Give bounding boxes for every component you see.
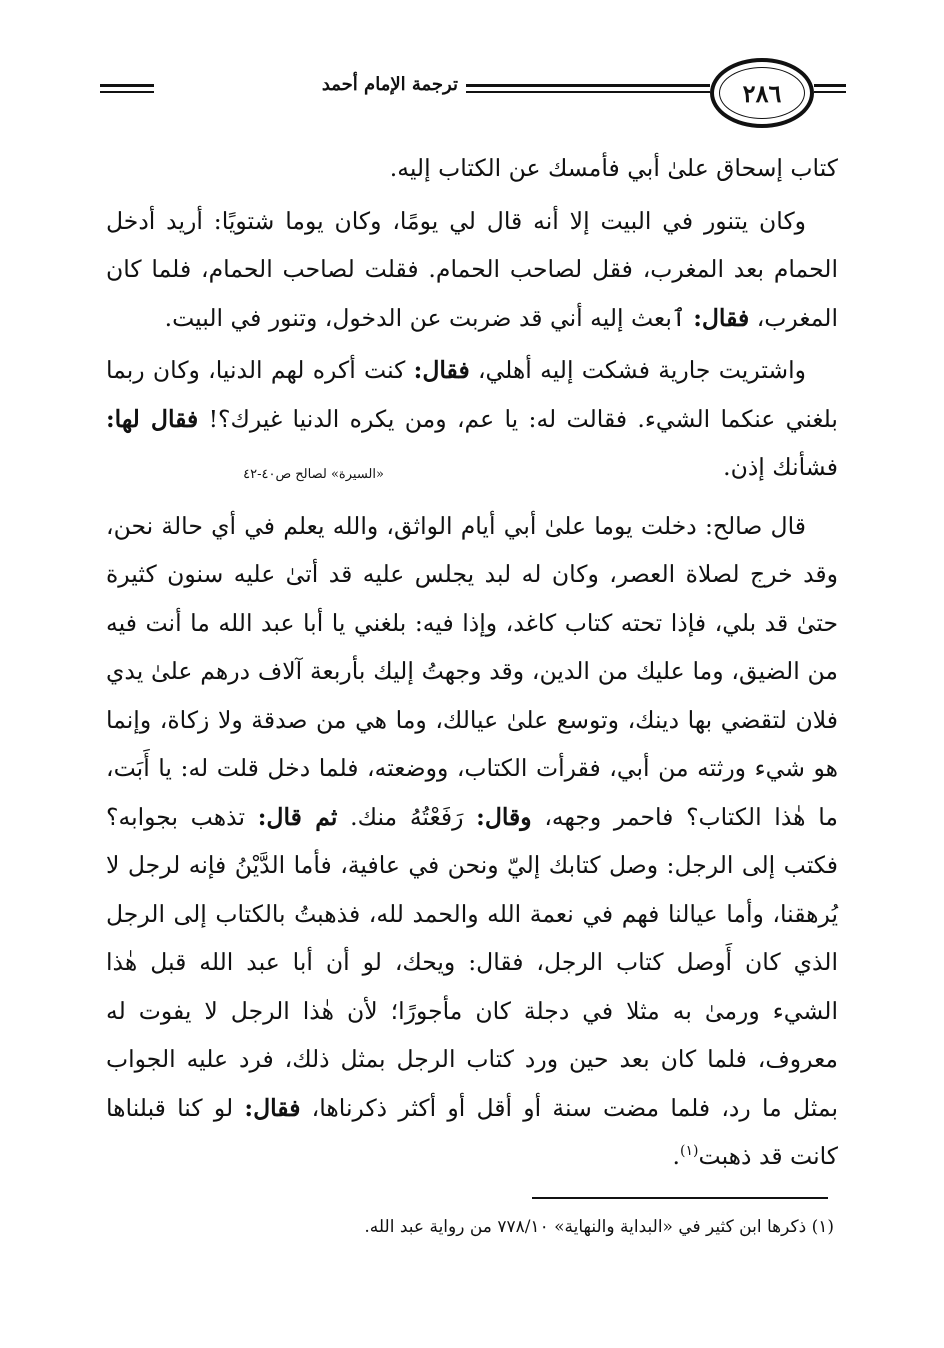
keyword-waqal: وقال:: [476, 802, 532, 831]
keyword-faqal: فقال:: [413, 356, 470, 384]
paragraph-4-text-b: رَفَعْتُهُ منك.: [350, 802, 464, 831]
header-rule-left-top: [100, 84, 154, 87]
footnote-separator: [532, 1197, 828, 1199]
footnote: (١) ذكرها ابن كثير في «البداية والنهاية» ٧٧٨/١٠ من رواية عبد الله.: [364, 1217, 834, 1237]
paragraph-3: [106, 346, 838, 492]
header-rule-right-bottom: [814, 91, 846, 93]
paragraph-2-text-a: وكان يتنور في البيت إلا أنه قال لي يومًا، وكان يوما شتويًا: أريد أدخل الحمام بعد المغرب، فقل لصاحب الحمام. فقلت لصاحب الحمام، فلما كان المغرب،: [106, 206, 838, 332]
paragraph-3-text-c: فشأنك إذن.: [723, 453, 838, 481]
paragraph-4-text-d: لو كنا قبلناها كانت قد ذهبت: [106, 1093, 838, 1170]
paragraph-3-text-b: كنت أكره لهم الدنيا، وكان ربما بلغني عنكما الشيء. فقالت له: يا عم، ومن يكره الدنيا غيرك؟!: [106, 356, 838, 433]
paragraph-2: [106, 197, 838, 343]
running-header: [100, 58, 846, 132]
header-rule-left-bottom: [100, 91, 154, 93]
keyword-faqal-laha: فقال لها:: [106, 404, 199, 433]
header-title: ترجمة الإمام أحمد: [314, 74, 466, 96]
paragraph-4-text-a: قال صالح: دخلت يوما علىٰ أبي أيام الواثق، والله يعلم في أي حالة نحن، وقد خرج لصلاة العصر، وكان له لبد يجلس عليه قد أتىٰ عليه سنون كثيرة حتىٰ قد بلي، فإذا تحته كتاب كاغد، وإذا فيه: بلغني يا أبا عبد الله ما أنت فيه من الضيق، وما عليك من الدين، وقد وجهتُ إليك بأربعة آلاف درهم علىٰ يدي فلان لتقضي بها دينك، وتوسع علىٰ عيالك، وما هي من صدقة ولا زكاة، وإنما هو شيء ورثته من أبي، فقرأت الكتاب، ووضعته، فلما دخل قلت له: يا أَبَت، ما هٰذا الكتاب؟ فاحمر وجهه،: [106, 511, 838, 831]
source-citation: «السيرة» لصالح ص٤٠-٤٢: [243, 467, 384, 482]
main-text: [106, 144, 838, 1181]
header-rule-right-top: [814, 84, 846, 87]
paragraph-2-text-b: ٱبعث إليه أني قد ضربت عن الدخول، وتنور في البيت.: [164, 303, 686, 332]
page-number: ٢٨٦: [719, 67, 805, 119]
paragraph-4-end: .: [672, 1142, 681, 1170]
keyword-thumma-qal: ثم قال:: [257, 802, 338, 831]
keyword-faqal: فقال:: [693, 303, 750, 332]
paragraph-1-text: كتاب إسحاق علىٰ أبي فأمسك عن الكتاب إليه.: [389, 154, 838, 182]
page-number-badge: [710, 58, 814, 128]
paragraph-3-text-a: واشتريت جارية فشكت إليه أهلي،: [477, 356, 806, 384]
keyword-faqal: فقال:: [244, 1093, 301, 1122]
footnote-reference[interactable]: (١): [680, 1143, 699, 1160]
paragraph-1: [106, 144, 838, 193]
paragraph-4-text-c: تذهب بجوابه؟ فكتب إلى الرجل: وصل كتابك إليّ ونحن في عافية، فأما الدَّيْنُ فإنه لرجل لا يُرهقنا، وأما عيالنا فهم في نعمة الله والحمد لله، فذهبتُ بالكتاب إلى الرجل الذي كان أَوصل كتاب الرجل، فقال: ويحك، لو أن أبا عبد الله قبل هٰذا الشيء ورمىٰ به مثلا في دجلة كان مأجورًا؛ لأن هٰذا الرجل لا يفوت له معروف، فلما كان بعد حين ورد كتاب الرجل بمثل ذلك، فرد عليه الجواب بمثل ما رد، فلما مضت سنة أو أقل أو أكثر ذكرناها،: [106, 802, 838, 1122]
paragraph-4: [106, 502, 838, 1181]
